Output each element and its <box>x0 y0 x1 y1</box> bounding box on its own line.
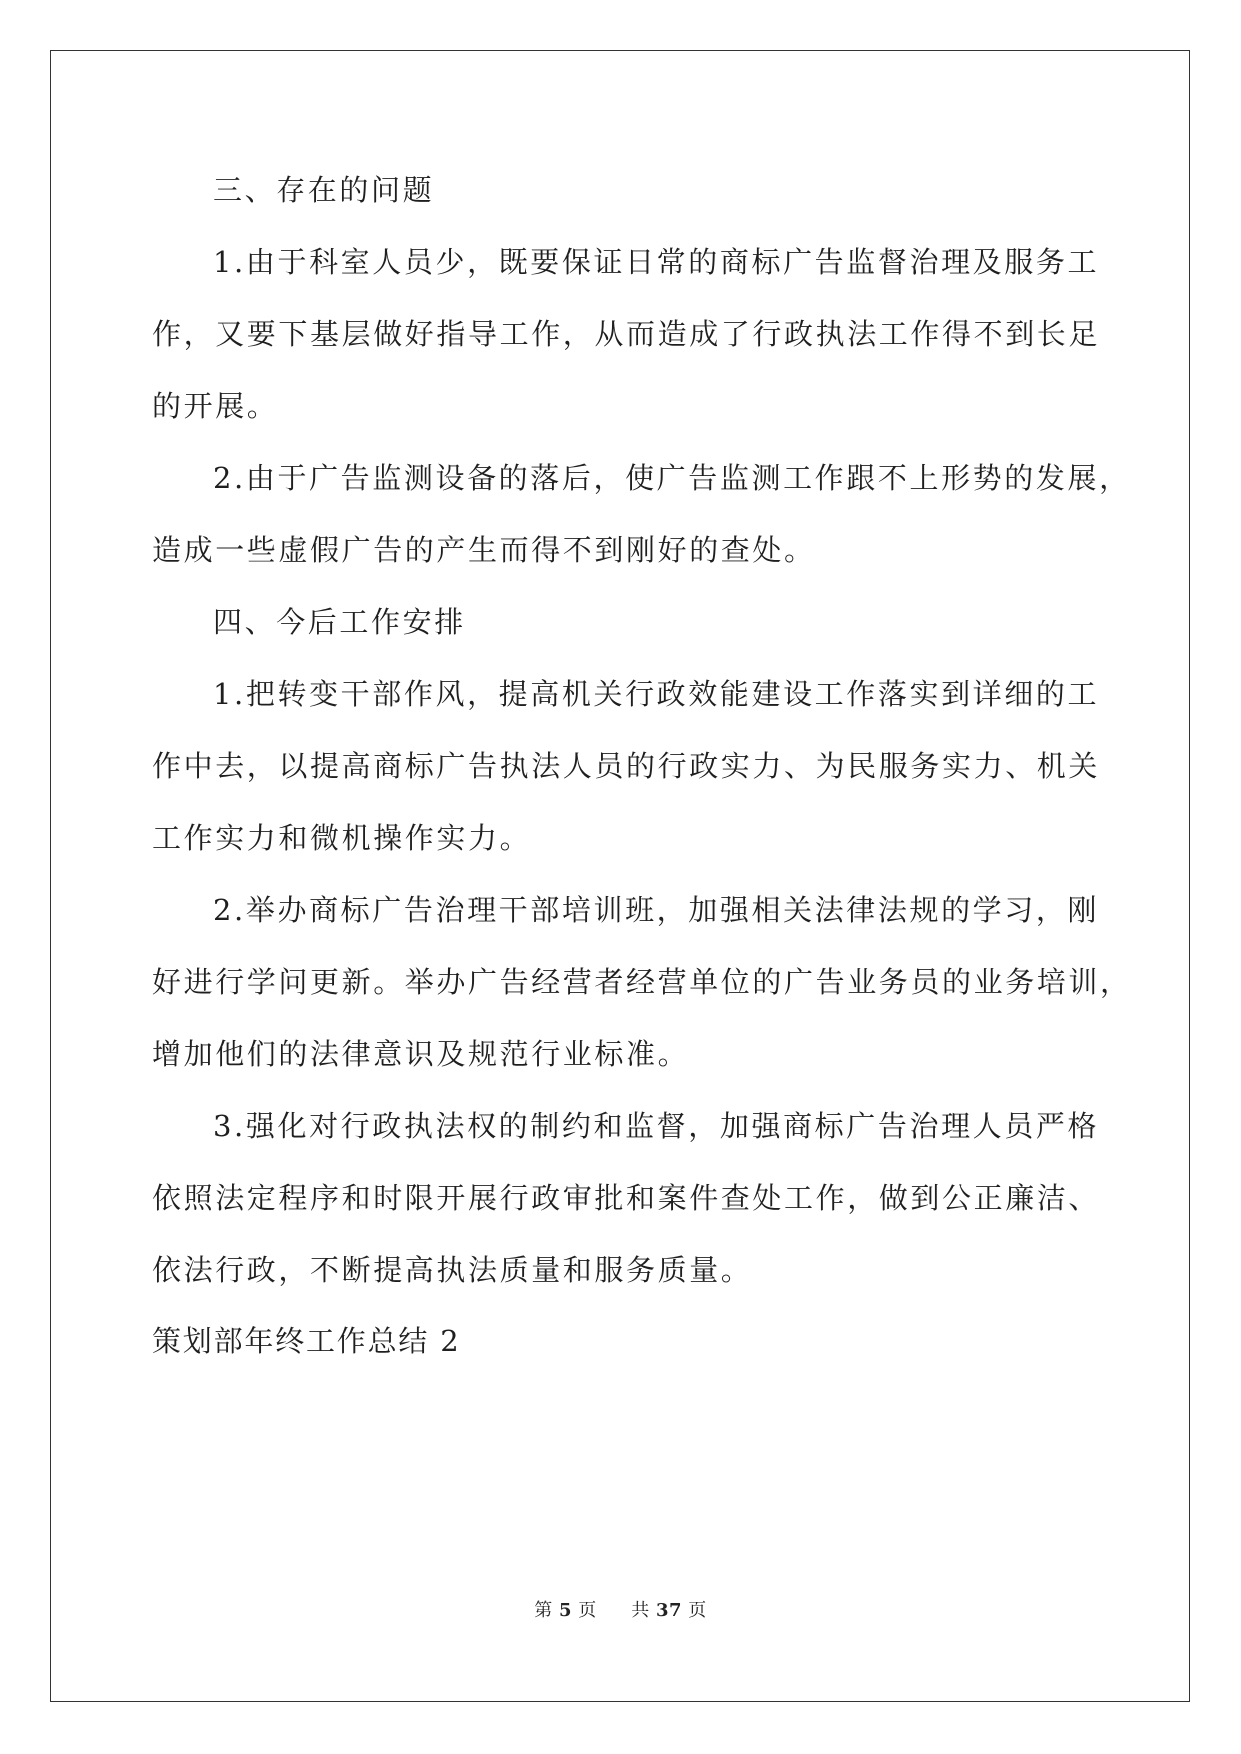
page-suffix: 页 <box>578 1600 597 1621</box>
next-section-title: 策划部年终工作总结 2 <box>152 1324 461 1358</box>
total-suffix: 页 <box>688 1600 707 1621</box>
paragraph-line: 1.由于科室人员少，既要保证日常的商标广告监督治理及服务工 <box>213 245 1100 279</box>
paragraph-line: 2.举办商标广告治理干部培训班，加强相关法律法规的学习，刚 <box>213 893 1100 927</box>
paragraph-line: 造成一些虚假广告的产生而得不到刚好的查处。 <box>152 533 816 567</box>
paragraph-line: 1.把转变干部作风，提高机关行政效能建设工作落实到详细的工 <box>213 677 1100 711</box>
total-prefix: 共 <box>631 1600 650 1621</box>
paragraph-line: 依照法定程序和时限开展行政审批和案件查处工作，做到公正廉洁、 <box>152 1181 1101 1215</box>
paragraph-line: 作，又要下基层做好指导工作，从而造成了行政执法工作得不到长足 <box>152 317 1101 351</box>
paragraph-line: 好进行学问更新。举办广告经营者经营单位的广告业务员的业务培训， <box>152 965 1132 999</box>
paragraph-line: 作中去，以提高商标广告执法人员的行政实力、为民服务实力、机关 <box>152 749 1101 783</box>
paragraph-line: 2.由于广告监测设备的落后，使广告监测工作跟不上形势的发展， <box>213 461 1131 495</box>
section-heading-problems: 三、存在的问题 <box>213 173 435 207</box>
page-footer <box>0 1596 1241 1622</box>
page-number: 5 <box>558 1600 573 1621</box>
paragraph-line: 增加他们的法律意识及规范行业标准。 <box>152 1037 690 1071</box>
section-heading-plans: 四、今后工作安排 <box>213 605 466 639</box>
page-frame <box>50 50 1190 1702</box>
paragraph-line: 依法行政，不断提高执法质量和服务质量。 <box>152 1253 753 1287</box>
total-pages: 37 <box>655 1600 683 1621</box>
paragraph-line: 的开展。 <box>152 389 279 423</box>
paragraph-line: 工作实力和微机操作实力。 <box>152 821 532 855</box>
paragraph-line: 3.强化对行政执法权的制约和监督，加强商标广告治理人员严格 <box>213 1109 1100 1143</box>
page-prefix: 第 <box>534 1600 553 1621</box>
